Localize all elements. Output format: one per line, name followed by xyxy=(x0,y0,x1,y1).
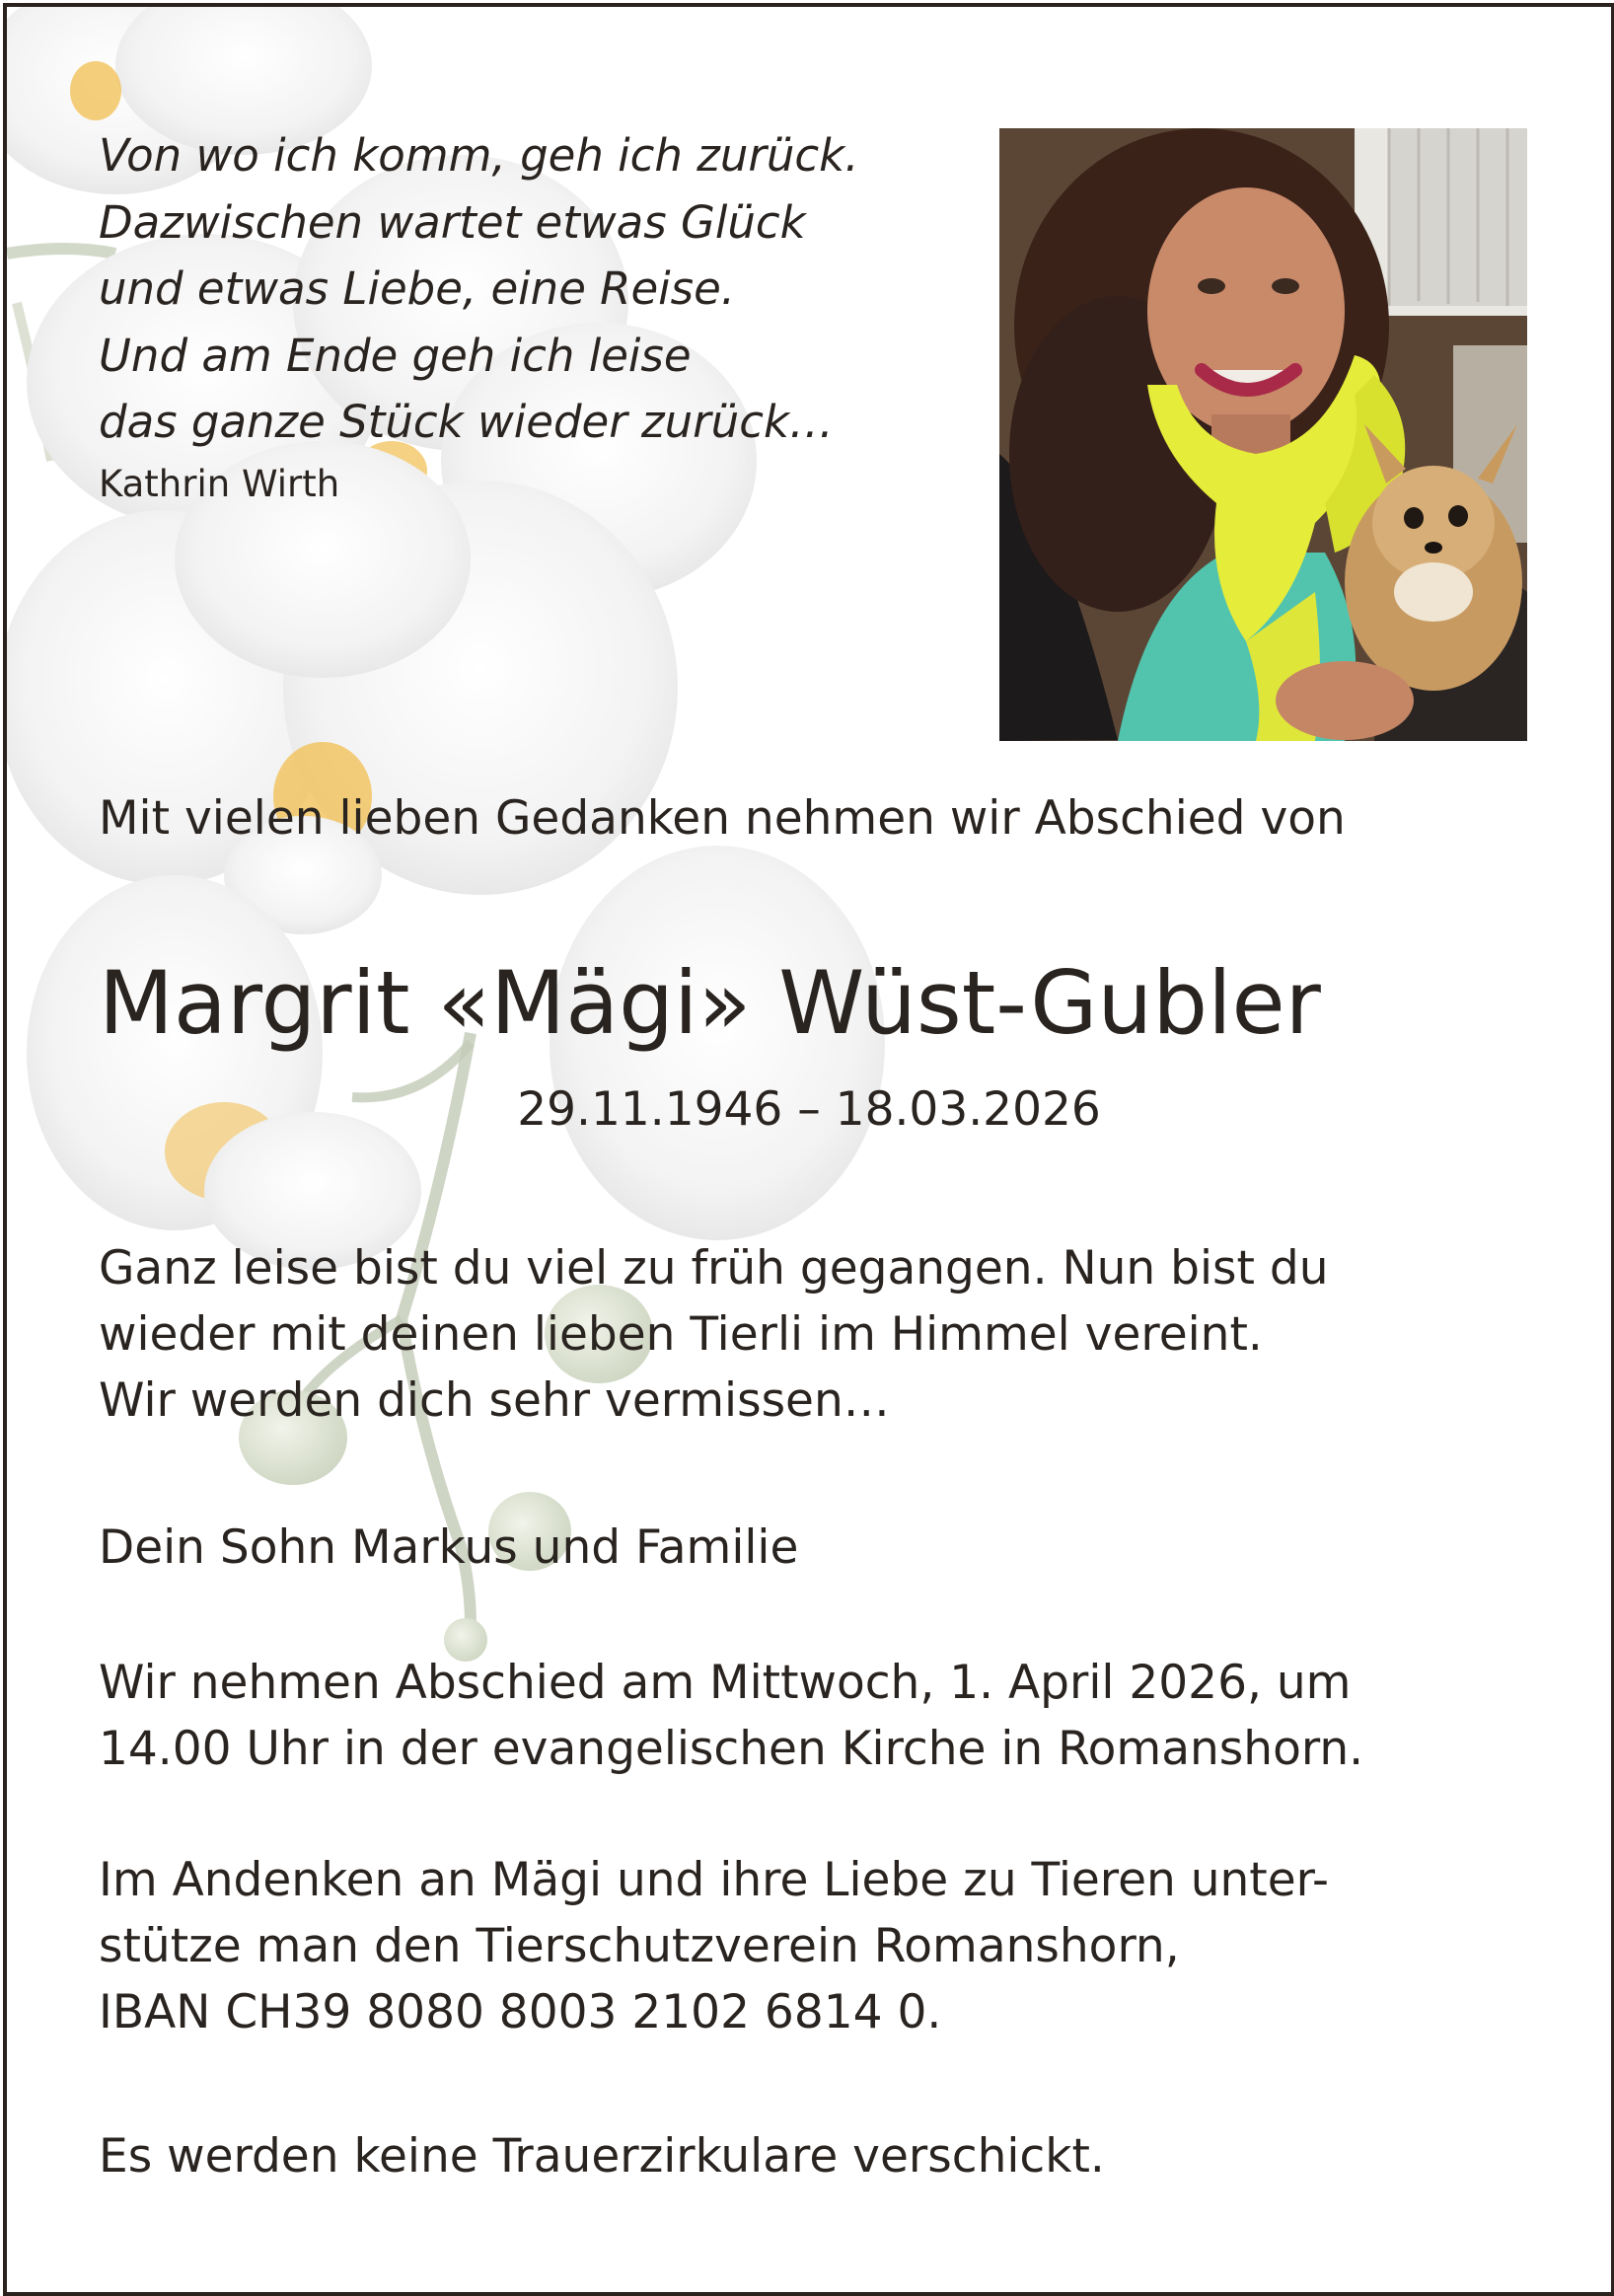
poem-line: Dazwischen wartet etwas Glück xyxy=(99,195,806,249)
donation-line: stütze man den Tierschutzverein Romanshorn, xyxy=(99,1919,1180,1973)
closing-note xyxy=(99,2123,1549,2189)
farewell-message xyxy=(99,1235,1549,1434)
message-line: Ganz leise bist du viel zu früh gegangen. Nun bist du xyxy=(99,1241,1329,1296)
family-signature xyxy=(99,1515,1549,1581)
poem-line: und etwas Liebe, eine Reise. xyxy=(99,262,736,315)
service-line: 14.00 Uhr in der evangelischen Kirche in Romanshorn. xyxy=(99,1722,1364,1776)
poem-line: Und am Ende geh ich leise xyxy=(99,329,692,382)
poem-line: das ganze Stück wieder zurück… xyxy=(99,396,835,448)
portrait-photo xyxy=(999,128,1527,741)
poem-author: Kathrin Wirth xyxy=(99,463,340,505)
service-line: Wir nehmen Abschied am Mittwoch, 1. April 2026, um xyxy=(99,1656,1352,1710)
donation-line: Im Andenken an Mägi und ihre Liebe zu Tieren unter- xyxy=(99,1853,1329,1907)
poem-line: Von wo ich komm, geh ich zurück. xyxy=(99,129,859,182)
farewell-intro: Mit vielen lieben Gedanken nehmen wir Abschied von xyxy=(99,791,1346,846)
donation-info xyxy=(99,1847,1549,2045)
donation-line: IBAN CH39 8080 8003 2102 6814 0. xyxy=(99,1985,942,2039)
message-line: wieder mit deinen lieben Tierli im Himmel vereint. xyxy=(99,1307,1263,1362)
life-dates: 29.11.1946 – 18.03.2026 xyxy=(517,1082,1101,1137)
content xyxy=(7,7,1611,2292)
obituary-card xyxy=(3,3,1614,2296)
service-info xyxy=(99,1650,1549,1782)
message-line: Wir werden dich sehr vermissen… xyxy=(99,1373,890,1428)
closing-line: Es werden keine Trauerzirkulare verschickt. xyxy=(99,2129,1105,2184)
poem xyxy=(99,122,967,456)
deceased-name: Margrit «Mägi» Wüst-Gubler xyxy=(99,952,1321,1054)
family-line: Dein Sohn Markus und Familie xyxy=(99,1520,799,1575)
